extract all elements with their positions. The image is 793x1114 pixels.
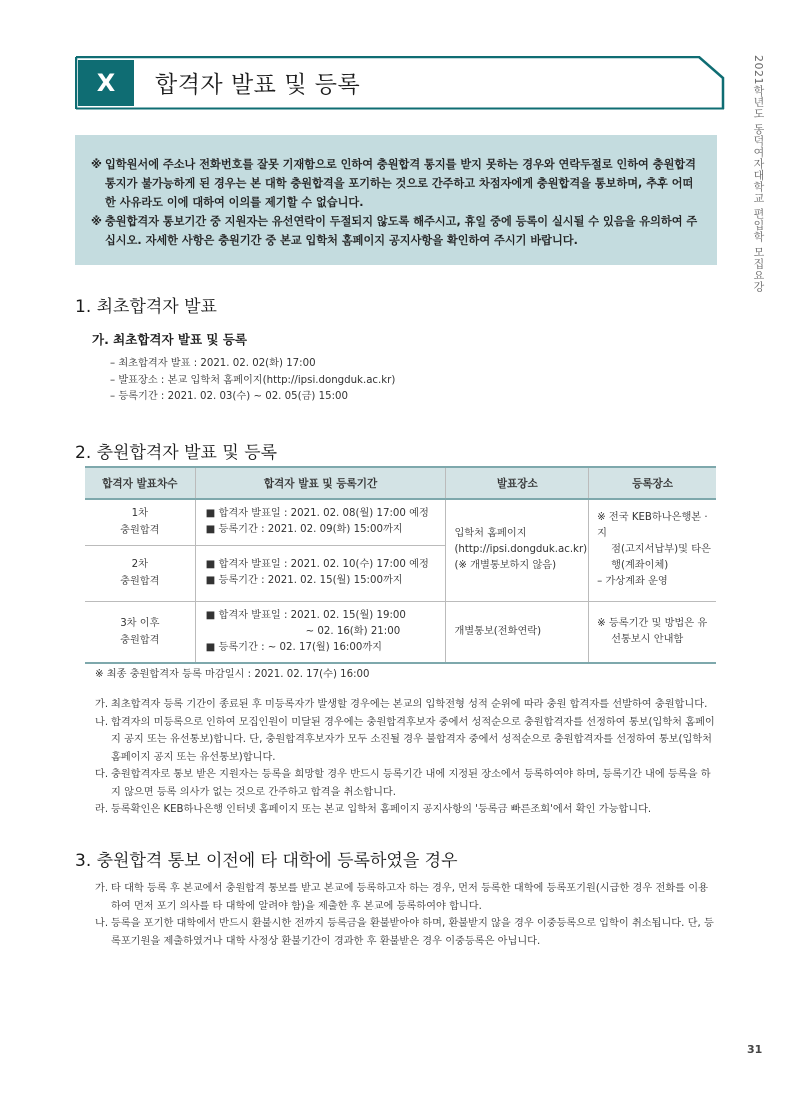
table-row xyxy=(85,601,716,663)
paragraph: 라. 등록확인은 KEB하나은행 인터넷 홈페이지 또는 본교 입학처 홈페이지 공지사항의 '등록금 빠른조회'에서 확인 가능합니다. xyxy=(95,804,652,815)
col-header: 등록장소 xyxy=(589,467,716,499)
section-title: 3. 충원합격 통보 이전에 타 대학에 등록하였을 경우 xyxy=(75,851,458,871)
side-running-title: 2021학년도 동덕여자대학교 편입학 모집요강 xyxy=(752,55,765,293)
schedule-cell: ■ 합격자 발표일 : 2021. 02. 15(월) 19:00 ~ 02. 16(화) 21:00 ■ 등록기간 : ~ 02. 17(월) 16:00까지 xyxy=(195,601,446,663)
registration-place-cell: ※ 전국 KEB하나은행본 · 지 점(고지서납부)및 타은 행(계좌이체) – 가상계좌 운영 xyxy=(589,499,716,601)
paragraph: 가. 최초합격자 등록 기간이 종료된 후 미등록자가 발생할 경우에는 본교의 입학전형 성적 순위에 따라 충원 합격자를 선발하여 충원합니다. xyxy=(95,699,708,710)
registration-place-cell: ※ 등록기간 및 방법은 유 선통보시 안내함 xyxy=(589,601,716,663)
round-cell: 1차 충원합격 xyxy=(85,499,195,545)
notice-item: ※ 충원합격자 통보기간 중 지원자는 유선연락이 두절되지 않도록 해주시고, 휴일 중에 등록이 실시될 수 있음을 유의하여 주십시오. 자세한 사항은 충원기간 중 본교 입학처 홈페이지 공지사항을 확인하여 주시기 바랍니다. xyxy=(91,215,698,247)
col-header: 발표장소 xyxy=(446,467,589,499)
schedule-cell: ■ 합격자 발표일 : 2021. 02. 08(월) 17:00 예정 ■ 등록기간 : 2021. 02. 09(화) 15:00까지 xyxy=(195,499,446,545)
list-item: – 등록기간 : 2021. 02. 03(수) ~ 02. 05(금) 15:00 xyxy=(110,391,349,402)
paragraph: 나. 합격자의 미등록으로 인하여 모집인원이 미달된 경우에는 충원합격후보자 중에서 성적순으로 충원합격자를 선정하여 통보(입학처 홈페이지 공지 또는 유선통보)합니다. 단, 충원합격후보자가 모두 소진될 경우 불합격자 중에서 성적순으로 충원합격자를 선정하여 통보(입학처 홈페이지 공지 또는 유선통보)합니다. xyxy=(95,716,715,763)
page-title: 합격자 발표 및 등록 xyxy=(155,72,361,98)
section-title: 2. 충원합격자 발표 및 등록 xyxy=(75,443,278,463)
col-header: 합격자 발표차수 xyxy=(85,467,195,499)
notice-item: ※ 입학원서에 주소나 전화번호를 잘못 기재함으로 인하여 충원합격 통지를 받지 못하는 경우와 연락두절로 인하여 충원합격 통지가 불가능하게 된 경우는 본 대학 충원합격을 포기하는 것으로 간주하고 차점자에게 충원합격을 통보하며, 추후 어떠한 사유라도 이에 대하여 이의를 제기할 수 없습니다. xyxy=(91,158,696,209)
list-item: – 발표장소 : 본교 입학처 홈페이지(http://ipsi.dongduk.ac.kr) xyxy=(110,374,396,386)
table-row xyxy=(85,499,716,545)
paragraph: 나. 등록을 포기한 대학에서 반드시 환불시한 전까지 등록금을 환불받아야 하며, 환불받지 않을 경우 이중등록으로 입학이 취소됩니다. 단, 등록포기원을 제출하였거나 대학 사정상 환불기간이 경과한 후 환불받은 경우 이중등록은 아닙니다. xyxy=(95,918,714,947)
place-cell: 개별통보(전화연락) xyxy=(446,601,589,663)
page-number: 31 xyxy=(747,1043,763,1056)
announcement-list xyxy=(110,356,395,406)
table-header-row xyxy=(85,467,716,499)
place-cell: 입학처 홈페이지 (http://ipsi.dongduk.ac.kr) (※ 개별통보하지 않음) xyxy=(446,499,589,601)
section3-paragraphs xyxy=(95,880,715,950)
round-cell: 3차 이후 충원합격 xyxy=(85,601,195,663)
section2-paragraphs xyxy=(95,696,715,819)
schedule-table xyxy=(85,466,716,664)
col-header: 합격자 발표 및 등록기간 xyxy=(195,467,446,499)
schedule-cell: ■ 합격자 발표일 : 2021. 02. 10(수) 17:00 예정 ■ 등록기간 : 2021. 02. 15(월) 15:00까지 xyxy=(195,545,446,601)
paragraph: 다. 충원합격자로 통보 받은 지원자는 등록을 희망할 경우 반드시 등록기간 내에 지정된 장소에서 등록하여야 하며, 등록기간 내에 등록을 하지 않으면 등록 의사가 없는 것으로 간주하고 합격을 취소합니다. xyxy=(95,769,711,798)
list-item: – 최초합격자 발표 : 2021. 02. 02(화) 17:00 xyxy=(110,358,316,369)
deadline-note: ※ 최종 충원합격자 등록 마감일시 : 2021. 02. 17(수) 16:00 xyxy=(95,669,370,680)
round-cell: 2차 충원합격 xyxy=(85,545,195,601)
notice-box xyxy=(75,135,717,265)
subsection-title: 가. 최초합격자 발표 및 등록 xyxy=(92,332,247,347)
chapter-number: X xyxy=(78,60,134,106)
paragraph: 가. 타 대학 등록 후 본교에서 충원합격 통보를 받고 본교에 등록하고자 하는 경우, 먼저 등록한 대학에 등록포기원(시급한 경우 전화를 이용하여 먼저 포기 의사를 타 대학에 알려야 함)을 제출한 후 본교에 등록하여야 합니다. xyxy=(95,883,708,912)
section-title: 1. 최초합격자 발표 xyxy=(75,297,217,317)
